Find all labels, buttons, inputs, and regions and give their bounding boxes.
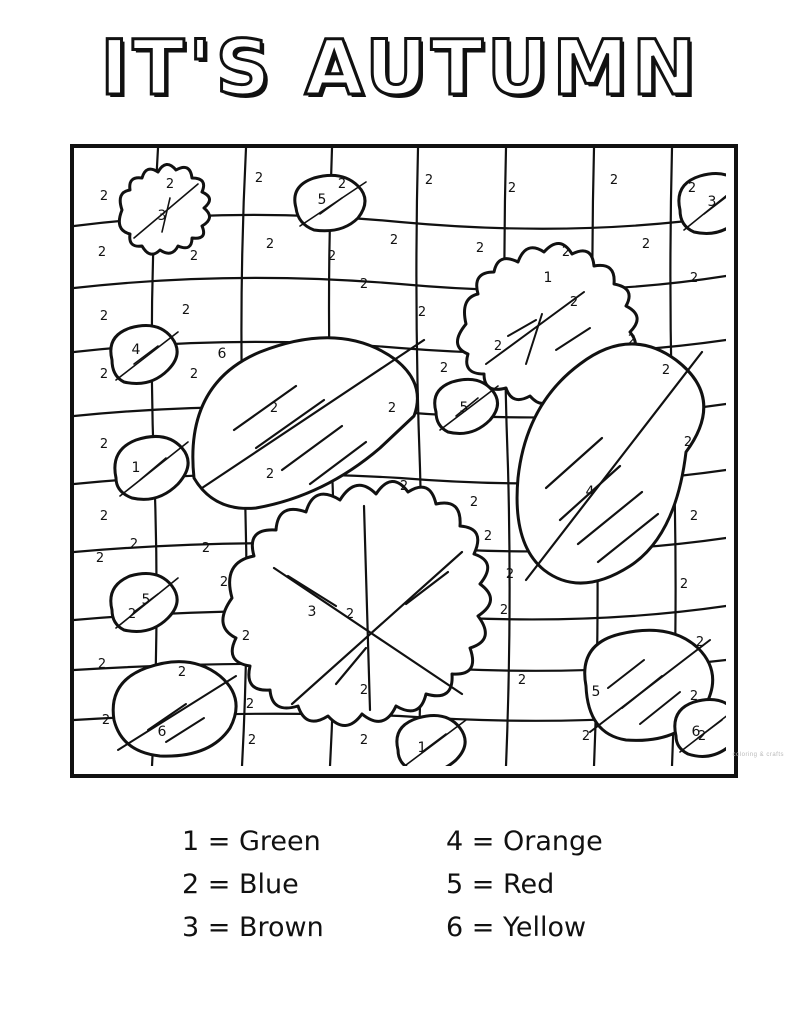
background-number-46: 2 <box>345 607 355 622</box>
leaf-number-6: 5 <box>459 400 469 416</box>
leaf-number-5: 6 <box>217 346 227 362</box>
color-by-number-canvas <box>70 144 738 778</box>
legend-item-2: 2 = Blue <box>182 869 299 900</box>
color-key-legend <box>150 826 670 943</box>
background-number-14: 2 <box>561 245 571 260</box>
leaf-number-4: 4 <box>131 342 141 358</box>
background-number-18: 2 <box>181 303 191 318</box>
background-number-10: 2 <box>265 237 275 252</box>
background-number-25: 2 <box>439 361 449 376</box>
leaf-number-13: 1 <box>417 740 427 756</box>
background-number-44: 2 <box>219 575 229 590</box>
leaf-number-7: 1 <box>131 460 141 476</box>
background-number-22: 2 <box>627 333 637 348</box>
leaf-number-14: 6 <box>691 724 701 740</box>
background-number-35: 2 <box>469 495 479 510</box>
background-number-37: 2 <box>95 551 105 566</box>
background-number-56: 2 <box>247 733 257 748</box>
background-number-7: 2 <box>687 181 697 196</box>
background-number-49: 2 <box>97 657 107 672</box>
leaf-number-9: 3 <box>307 604 317 620</box>
background-number-51: 2 <box>245 697 255 712</box>
background-number-48: 2 <box>695 635 705 650</box>
background-number-29: 2 <box>269 401 279 416</box>
background-number-43: 2 <box>127 607 137 622</box>
leaf-number-10: 5 <box>141 592 151 608</box>
background-number-55: 2 <box>101 713 111 728</box>
background-number-30: 2 <box>387 401 397 416</box>
leaf-number-3: 1 <box>543 270 553 286</box>
background-number-26: 2 <box>493 339 503 354</box>
background-number-52: 2 <box>359 683 369 698</box>
background-number-53: 2 <box>517 673 527 688</box>
background-number-27: 2 <box>661 363 671 378</box>
background-number-45: 2 <box>241 629 251 644</box>
background-number-2: 2 <box>254 171 264 186</box>
background-number-19: 2 <box>359 277 369 292</box>
leaf-number-1: 5 <box>317 192 327 208</box>
legend-item-5: 5 = Red <box>446 869 555 900</box>
background-number-28: 2 <box>99 437 109 452</box>
background-number-54: 2 <box>689 689 699 704</box>
leaf-shapes <box>111 164 726 766</box>
credit-line: coloring & crafts <box>732 752 784 758</box>
background-number-23: 2 <box>99 367 109 382</box>
legend-item-1: 1 = Green <box>182 826 321 857</box>
background-number-5: 2 <box>507 181 517 196</box>
legend-item-3: 3 = Brown <box>182 912 324 943</box>
background-number-12: 2 <box>389 233 399 248</box>
background-number-11: 2 <box>327 249 337 264</box>
background-number-32: 2 <box>99 509 109 524</box>
leaf-number-8: 4 <box>585 484 595 500</box>
page-title-banner <box>0 18 800 128</box>
background-number-21: 2 <box>569 295 579 310</box>
puzzle-illustration <box>74 148 726 766</box>
background-number-16: 2 <box>689 271 699 286</box>
background-number-1: 2 <box>165 177 175 192</box>
legend-item-6: 6 = Yellow <box>446 912 587 943</box>
background-number-13: 2 <box>475 241 485 256</box>
background-number-42: 2 <box>679 577 689 592</box>
background-number-41: 2 <box>505 567 515 582</box>
background-number-9: 2 <box>189 249 199 264</box>
background-number-4: 2 <box>424 173 434 188</box>
leaf-number-12: 6 <box>157 724 167 740</box>
background-number-31: 2 <box>683 435 693 450</box>
background-number-33: 2 <box>265 467 275 482</box>
background-number-38: 2 <box>129 537 139 552</box>
background-number-3: 2 <box>337 177 347 192</box>
background-number-8: 2 <box>97 245 107 260</box>
leaf-number-2: 3 <box>707 194 717 210</box>
background-number-39: 2 <box>201 541 211 556</box>
background-number-36: 2 <box>689 509 699 524</box>
leaf-number-11: 5 <box>591 684 601 700</box>
background-number-0: 2 <box>99 189 109 204</box>
background-number-20: 2 <box>417 305 427 320</box>
background-number-58: 2 <box>581 729 591 744</box>
legend-item-4: 4 = Orange <box>446 826 603 857</box>
background-number-59: 2 <box>697 729 707 744</box>
background-number-15: 2 <box>641 237 651 252</box>
background-number-17: 2 <box>99 309 109 324</box>
background-number-40: 2 <box>483 529 493 544</box>
background-number-47: 2 <box>499 603 509 618</box>
background-number-57: 2 <box>359 733 369 748</box>
background-number-34: 2 <box>399 479 409 494</box>
leaf-number-0: 3 <box>157 208 167 224</box>
background-number-24: 2 <box>189 367 199 382</box>
background-number-6: 2 <box>609 173 619 188</box>
background-number-50: 2 <box>177 665 187 680</box>
page-title: IT'S AUTUMN <box>100 23 700 112</box>
